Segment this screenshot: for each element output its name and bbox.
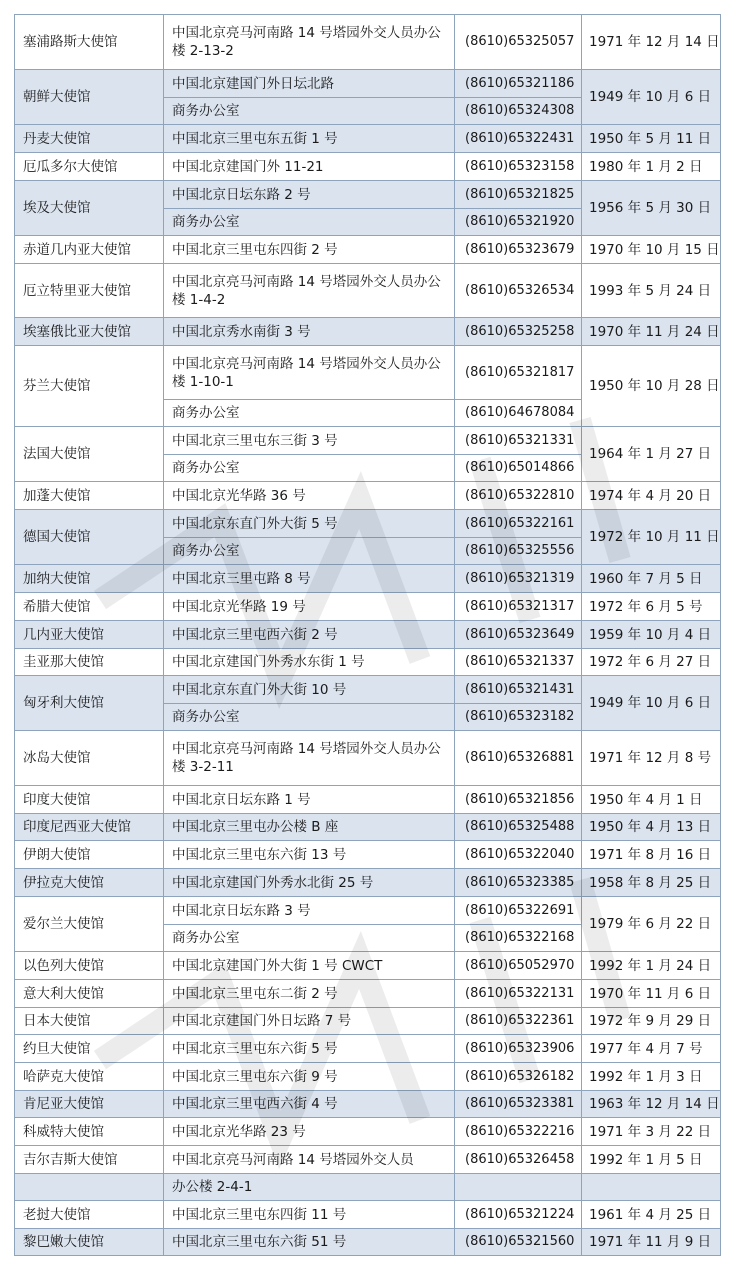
table-row [15, 181, 721, 209]
table-row [15, 482, 721, 510]
established-date-cell: 1949 年 10 月 6 日 [582, 70, 721, 125]
embassy-name-cell: 埃及大使馆 [15, 181, 164, 236]
phone-cell: (8610)65326458 [455, 1146, 582, 1174]
address-cell: 中国北京三里屯东六街 13 号 [164, 841, 455, 869]
phone-cell: (8610)65322431 [455, 125, 582, 153]
embassy-name-cell: 爱尔兰大使馆 [15, 897, 164, 952]
phone-cell: (8610)65321317 [455, 593, 582, 621]
established-date-cell: 1972 年 6 月 27 日 [582, 649, 721, 676]
phone-cell: (8610)65321817 [455, 346, 582, 400]
address-cell: 商务办公室 [164, 400, 455, 427]
phone-cell: (8610)65325057 [455, 15, 582, 70]
table-row [15, 676, 721, 704]
phone-cell: (8610)65326881 [455, 731, 582, 786]
established-date-cell: 1977 年 4 月 7 号 [582, 1035, 721, 1063]
embassy-name-cell: 日本大使馆 [15, 1008, 164, 1035]
phone-cell: (8610)65323679 [455, 236, 582, 264]
embassy-table-body [15, 15, 721, 1256]
phone-cell: (8610)65052970 [455, 952, 582, 980]
phone-cell: (8610)65322131 [455, 980, 582, 1008]
embassy-name-cell: 厄瓜多尔大使馆 [15, 153, 164, 181]
embassy-name-cell: 丹麦大使馆 [15, 125, 164, 153]
phone-cell: (8610)65321331 [455, 427, 582, 455]
established-date-cell: 1992 年 1 月 24 日 [582, 952, 721, 980]
table-row [15, 869, 721, 897]
table-row [15, 1201, 721, 1229]
embassy-name-cell: 印度大使馆 [15, 786, 164, 814]
embassy-table [14, 14, 721, 1256]
table-row [15, 731, 721, 786]
address-cell: 中国北京日坛东路 1 号 [164, 786, 455, 814]
address-cell: 中国北京三里屯东六街 5 号 [164, 1035, 455, 1063]
established-date-cell: 1979 年 6 月 22 日 [582, 897, 721, 952]
embassy-name-cell [15, 1174, 164, 1201]
address-cell: 中国北京亮马河南路 14 号塔园外交人员办公楼 2-13-2 [164, 15, 455, 70]
embassy-name-cell: 伊拉克大使馆 [15, 869, 164, 897]
table-row [15, 1174, 721, 1201]
table-row [15, 427, 721, 455]
embassy-name-cell: 厄立特里亚大使馆 [15, 264, 164, 318]
address-cell: 商务办公室 [164, 209, 455, 236]
address-cell: 办公楼 2-4-1 [164, 1174, 455, 1201]
address-cell: 中国北京秀水南街 3 号 [164, 318, 455, 346]
address-cell: 中国北京三里屯东五街 1 号 [164, 125, 455, 153]
established-date-cell: 1964 年 1 月 27 日 [582, 427, 721, 482]
table-row [15, 1118, 721, 1146]
established-date-cell: 1950 年 5 月 11 日 [582, 125, 721, 153]
table-row [15, 980, 721, 1008]
phone-cell: (8610)65322168 [455, 925, 582, 952]
phone-cell: (8610)65321920 [455, 209, 582, 236]
established-date-cell: 1992 年 1 月 5 日 [582, 1146, 721, 1174]
established-date-cell: 1956 年 5 月 30 日 [582, 181, 721, 236]
address-cell: 中国北京亮马河南路 14 号塔园外交人员办公楼 1-10-1 [164, 346, 455, 400]
address-cell: 中国北京光华路 23 号 [164, 1118, 455, 1146]
phone-cell: (8610)65326182 [455, 1063, 582, 1091]
table-row [15, 1063, 721, 1091]
table-row [15, 814, 721, 841]
address-cell: 中国北京三里屯东三街 3 号 [164, 427, 455, 455]
embassy-name-cell: 塞浦路斯大使馆 [15, 15, 164, 70]
phone-cell: (8610)64678084 [455, 400, 582, 427]
embassy-name-cell: 科威特大使馆 [15, 1118, 164, 1146]
embassy-name-cell: 匈牙利大使馆 [15, 676, 164, 731]
established-date-cell: 1961 年 4 月 25 日 [582, 1201, 721, 1229]
address-cell: 中国北京三里屯东六街 9 号 [164, 1063, 455, 1091]
phone-cell: (8610)65322216 [455, 1118, 582, 1146]
established-date-cell: 1972 年 9 月 29 日 [582, 1008, 721, 1035]
embassy-name-cell: 冰岛大使馆 [15, 731, 164, 786]
phone-cell: (8610)65323158 [455, 153, 582, 181]
embassy-name-cell: 哈萨克大使馆 [15, 1063, 164, 1091]
embassy-name-cell: 约旦大使馆 [15, 1035, 164, 1063]
established-date-cell: 1992 年 1 月 3 日 [582, 1063, 721, 1091]
address-cell: 中国北京建国门外日坛北路 [164, 70, 455, 98]
address-cell: 中国北京三里屯东四街 2 号 [164, 236, 455, 264]
table-row [15, 952, 721, 980]
table-row [15, 1229, 721, 1256]
phone-cell: (8610)65322691 [455, 897, 582, 925]
table-row [15, 841, 721, 869]
address-cell: 中国北京光华路 19 号 [164, 593, 455, 621]
established-date-cell: 1950 年 4 月 13 日 [582, 814, 721, 841]
embassy-name-cell: 加纳大使馆 [15, 565, 164, 593]
phone-cell: (8610)65322040 [455, 841, 582, 869]
embassy-name-cell: 赤道几内亚大使馆 [15, 236, 164, 264]
address-cell: 商务办公室 [164, 925, 455, 952]
established-date-cell: 1971 年 12 月 14 日 [582, 15, 721, 70]
embassy-name-cell: 老挝大使馆 [15, 1201, 164, 1229]
established-date-cell: 1959 年 10 月 4 日 [582, 621, 721, 649]
phone-cell: (8610)65321337 [455, 649, 582, 676]
phone-cell: (8610)65321186 [455, 70, 582, 98]
table-row [15, 125, 721, 153]
address-cell: 中国北京三里屯东二街 2 号 [164, 980, 455, 1008]
established-date-cell: 1970 年 10 月 15 日 [582, 236, 721, 264]
phone-cell: (8610)65321856 [455, 786, 582, 814]
phone-cell: (8610)65321319 [455, 565, 582, 593]
established-date-cell: 1974 年 4 月 20 日 [582, 482, 721, 510]
table-row [15, 621, 721, 649]
table-row [15, 1008, 721, 1035]
phone-cell: (8610)65326534 [455, 264, 582, 318]
address-cell: 商务办公室 [164, 704, 455, 731]
established-date-cell: 1972 年 6 月 5 号 [582, 593, 721, 621]
address-cell: 中国北京东直门外大街 5 号 [164, 510, 455, 538]
table-row [15, 153, 721, 181]
phone-cell: (8610)65321825 [455, 181, 582, 209]
table-row [15, 786, 721, 814]
established-date-cell: 1958 年 8 月 25 日 [582, 869, 721, 897]
phone-cell: (8610)65325488 [455, 814, 582, 841]
phone-cell: (8610)65323182 [455, 704, 582, 731]
embassy-name-cell: 肯尼亚大使馆 [15, 1091, 164, 1118]
embassy-name-cell: 加蓬大使馆 [15, 482, 164, 510]
embassy-name-cell: 芬兰大使馆 [15, 346, 164, 427]
established-date-cell: 1971 年 12 月 8 号 [582, 731, 721, 786]
address-cell: 中国北京日坛东路 3 号 [164, 897, 455, 925]
phone-cell: (8610)65322810 [455, 482, 582, 510]
embassy-name-cell: 以色列大使馆 [15, 952, 164, 980]
established-date-cell [582, 1174, 721, 1201]
address-cell: 中国北京光华路 36 号 [164, 482, 455, 510]
embassy-name-cell: 德国大使馆 [15, 510, 164, 565]
established-date-cell: 1971 年 3 月 22 日 [582, 1118, 721, 1146]
embassy-name-cell: 圭亚那大使馆 [15, 649, 164, 676]
address-cell: 中国北京日坛东路 2 号 [164, 181, 455, 209]
address-cell: 中国北京亮马河南路 14 号塔园外交人员办公楼 3-2-11 [164, 731, 455, 786]
address-cell: 中国北京建国门外秀水东街 1 号 [164, 649, 455, 676]
address-cell: 中国北京亮马河南路 14 号塔园外交人员 [164, 1146, 455, 1174]
phone-cell: (8610)65324308 [455, 98, 582, 125]
embassy-name-cell: 伊朗大使馆 [15, 841, 164, 869]
table-row [15, 236, 721, 264]
address-cell: 中国北京三里屯办公楼 B 座 [164, 814, 455, 841]
embassy-name-cell: 几内亚大使馆 [15, 621, 164, 649]
table-row [15, 593, 721, 621]
established-date-cell: 1993 年 5 月 24 日 [582, 264, 721, 318]
table-row [15, 510, 721, 538]
address-cell: 中国北京三里屯西六街 2 号 [164, 621, 455, 649]
address-cell: 中国北京三里屯东六街 51 号 [164, 1229, 455, 1256]
embassy-name-cell: 埃塞俄比亚大使馆 [15, 318, 164, 346]
established-date-cell: 1970 年 11 月 24 日 [582, 318, 721, 346]
table-row [15, 1091, 721, 1118]
established-date-cell: 1963 年 12 月 14 日 [582, 1091, 721, 1118]
embassy-name-cell: 朝鲜大使馆 [15, 70, 164, 125]
embassy-name-cell: 法国大使馆 [15, 427, 164, 482]
address-cell: 中国北京三里屯路 8 号 [164, 565, 455, 593]
table-row [15, 897, 721, 925]
phone-cell: (8610)65322361 [455, 1008, 582, 1035]
phone-cell: (8610)65325258 [455, 318, 582, 346]
phone-cell: (8610)65323649 [455, 621, 582, 649]
address-cell: 商务办公室 [164, 98, 455, 125]
address-cell: 中国北京三里屯西六街 4 号 [164, 1091, 455, 1118]
embassy-name-cell: 印度尼西亚大使馆 [15, 814, 164, 841]
established-date-cell: 1949 年 10 月 6 日 [582, 676, 721, 731]
table-row [15, 1035, 721, 1063]
established-date-cell: 1970 年 11 月 6 日 [582, 980, 721, 1008]
embassy-name-cell: 意大利大使馆 [15, 980, 164, 1008]
embassy-name-cell: 希腊大使馆 [15, 593, 164, 621]
address-cell: 中国北京东直门外大街 10 号 [164, 676, 455, 704]
established-date-cell: 1980 年 1 月 2 日 [582, 153, 721, 181]
table-row [15, 649, 721, 676]
embassy-name-cell: 吉尔吉斯大使馆 [15, 1146, 164, 1174]
phone-cell: (8610)65014866 [455, 455, 582, 482]
phone-cell: (8610)65323385 [455, 869, 582, 897]
established-date-cell: 1971 年 8 月 16 日 [582, 841, 721, 869]
phone-cell: (8610)65322161 [455, 510, 582, 538]
phone-cell: (8610)65323381 [455, 1091, 582, 1118]
phone-cell: (8610)65325556 [455, 538, 582, 565]
table-row [15, 70, 721, 98]
table-row [15, 565, 721, 593]
established-date-cell: 1972 年 10 月 11 日 [582, 510, 721, 565]
address-cell: 中国北京亮马河南路 14 号塔园外交人员办公楼 1-4-2 [164, 264, 455, 318]
address-cell: 中国北京建国门外日坛路 7 号 [164, 1008, 455, 1035]
established-date-cell: 1950 年 10 月 28 日 [582, 346, 721, 427]
address-cell: 中国北京三里屯东四街 11 号 [164, 1201, 455, 1229]
table-row [15, 346, 721, 400]
established-date-cell: 1960 年 7 月 5 日 [582, 565, 721, 593]
phone-cell: (8610)65321431 [455, 676, 582, 704]
address-cell: 中国北京建国门外大街 1 号 CWCT [164, 952, 455, 980]
table-row [15, 318, 721, 346]
table-row [15, 264, 721, 318]
address-cell: 商务办公室 [164, 538, 455, 565]
phone-cell: (8610)65323906 [455, 1035, 582, 1063]
phone-cell: (8610)65321560 [455, 1229, 582, 1256]
address-cell: 中国北京建国门外 11-21 [164, 153, 455, 181]
table-row [15, 1146, 721, 1174]
phone-cell [455, 1174, 582, 1201]
table-row [15, 15, 721, 70]
address-cell: 商务办公室 [164, 455, 455, 482]
established-date-cell: 1971 年 11 月 9 日 [582, 1229, 721, 1256]
embassy-name-cell: 黎巴嫩大使馆 [15, 1229, 164, 1256]
address-cell: 中国北京建国门外秀水北街 25 号 [164, 869, 455, 897]
phone-cell: (8610)65321224 [455, 1201, 582, 1229]
established-date-cell: 1950 年 4 月 1 日 [582, 786, 721, 814]
